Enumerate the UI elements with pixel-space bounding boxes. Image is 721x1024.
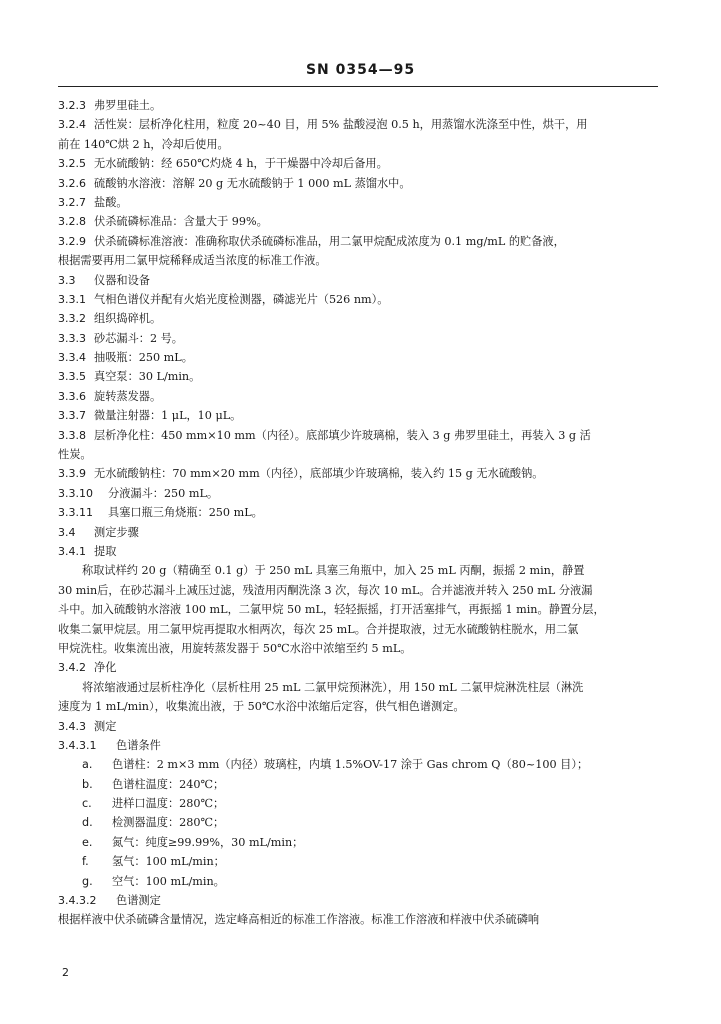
line-text: 活性炭：层析净化柱用，粒度 20~40 目，用 5% 盐酸浸泡 0.5 h，用蒸馏水洗涤至中性，烘干，用 — [94, 118, 588, 132]
text-line — [58, 309, 658, 328]
text-line — [58, 697, 658, 716]
text-line — [58, 348, 658, 367]
section-number: 3.2.3 — [58, 99, 86, 112]
line-text: 空气：100 mL/min。 — [112, 874, 225, 888]
text-line — [58, 154, 658, 173]
text-line — [58, 251, 658, 270]
text-line — [58, 775, 658, 794]
text-line — [58, 678, 658, 697]
line-text: 无水硫酸钠柱：70 mm×20 mm（内径），底部填少许玻璃棉，装入约 15 g 无水硫酸钠。 — [94, 467, 544, 481]
list-letter: d. — [82, 816, 93, 830]
text-line — [58, 503, 658, 522]
text-line — [58, 464, 658, 483]
header-rule — [58, 86, 658, 87]
line-text: 具塞口瓶三角烧瓶：250 mL。 — [108, 506, 263, 520]
text-line — [58, 600, 658, 619]
section-number: 3.3.3 — [58, 331, 86, 345]
line-text: 色谱柱温度：240℃； — [112, 777, 225, 791]
text-line — [58, 212, 658, 231]
text-line — [58, 193, 658, 212]
section-number: 3.3.8 — [58, 428, 86, 442]
section-number: 3.3.11 — [58, 506, 93, 520]
text-line — [58, 96, 658, 115]
line-text: 测定步骤 — [94, 525, 139, 539]
text-line — [58, 581, 658, 600]
line-text: 称取试样约 20 g（精确至 0.1 g）于 250 mL 具塞三角瓶中，加入 25 mL 丙酮，振摇 2 min，静置 — [82, 564, 585, 578]
text-line — [58, 174, 658, 193]
line-text: 氢气：100 mL/min； — [112, 855, 225, 869]
text-line — [58, 620, 658, 639]
text-line — [58, 367, 658, 386]
line-text: 性炭。 — [58, 448, 92, 462]
text-line — [58, 794, 658, 813]
section-number: 3.3.1 — [58, 292, 86, 306]
text-line — [58, 639, 658, 658]
page-number: 2 — [62, 966, 69, 979]
line-text: 色谱条件 — [116, 738, 161, 752]
line-text: 分液漏斗：250 mL。 — [108, 486, 219, 500]
text-line — [58, 872, 658, 891]
list-letter: c. — [82, 797, 92, 811]
text-line — [58, 290, 658, 309]
line-text: 根据样液中伏杀硫磷含量情况，选定峰高相近的标准工作溶液。标准工作溶液和样液中伏杀硫磷响 — [58, 913, 540, 927]
line-text: 根据需要再用二氯甲烷稀释成适当浓度的标准工作液。 — [58, 254, 327, 268]
text-line — [58, 755, 658, 774]
line-text: 弗罗里硅土。 — [94, 99, 162, 112]
line-text: 层析净化柱：450 mm×10 mm（内径）。底部填少许玻璃棉，装入 3 g 弗罗里硅土，再装入 3 g 活 — [94, 428, 591, 442]
section-number: 3.3 — [58, 273, 76, 287]
text-line — [58, 426, 658, 445]
section-number: 3.4.2 — [58, 661, 86, 675]
section-number: 3.3.6 — [58, 389, 86, 403]
line-text: 色谱测定 — [116, 894, 161, 908]
line-text: 组织捣碎机。 — [94, 312, 162, 326]
line-text: 仪器和设备 — [94, 273, 150, 287]
text-line — [58, 561, 658, 580]
text-line — [58, 891, 658, 910]
list-letter: f. — [82, 855, 89, 869]
line-text: 抽吸瓶：250 mL。 — [94, 351, 193, 365]
section-number: 3.2.6 — [58, 176, 86, 190]
section-number: 3.4.3 — [58, 719, 86, 733]
text-line — [58, 717, 658, 736]
text-line — [58, 813, 658, 832]
document-body — [58, 96, 658, 930]
line-text: 前在 140℃烘 2 h，冷却后使用。 — [58, 137, 229, 151]
line-text: 收集二氯甲烷层。用二氯甲烷再提取水相两次，每次 25 mL。合并提取液，过无水硫酸钠柱脱水，用二氯 — [58, 622, 579, 636]
line-text: 检测器温度：280℃； — [112, 816, 225, 830]
line-text: 伏杀硫磷标准溶液：准确称取伏杀硫磷标准品，用二氯甲烷配成浓度为 0.1 mg/mL 的贮备液， — [94, 234, 565, 248]
line-text: 速度为 1 mL/min），收集流出液，于 50℃水浴中浓缩后定容，供气相色谱测定。 — [58, 700, 465, 714]
section-number: 3.3.4 — [58, 351, 86, 365]
line-text: 净化 — [94, 661, 117, 675]
section-number: 3.4.3.1 — [58, 738, 97, 752]
line-text: 伏杀硫磷标准品：含量大于 99%。 — [94, 215, 268, 229]
text-line — [58, 135, 658, 154]
text-line — [58, 445, 658, 464]
text-line — [58, 484, 658, 503]
text-line — [58, 658, 658, 677]
line-text: 色谱柱：2 m×3 mm（内径）玻璃柱，内填 1.5%OV-17 涂于 Gas chrom Q（80~100 目）； — [112, 758, 589, 772]
section-number: 3.4.1 — [58, 544, 86, 558]
section-number: 3.2.7 — [58, 195, 86, 209]
line-text: 旋转蒸发器。 — [94, 389, 162, 403]
line-text: 盐酸。 — [94, 195, 128, 209]
line-text: 提取 — [94, 544, 117, 558]
line-text: 斗中。加入硫酸钠水溶液 100 mL，二氯甲烷 50 mL，轻轻振摇，打开活塞排气，再振摇 1 min。静置分层， — [58, 603, 605, 617]
text-line — [58, 387, 658, 406]
line-text: 30 min后，在砂芯漏斗上减压过滤，残渣用丙酮洗涤 3 次，每次 10 mL。合并滤液并转入 250 mL 分液漏 — [58, 583, 593, 597]
list-letter: e. — [82, 835, 93, 849]
text-line — [58, 910, 658, 929]
text-line — [58, 736, 658, 755]
section-number: 3.2.9 — [58, 234, 86, 248]
text-line — [58, 406, 658, 425]
section-number: 3.3.5 — [58, 370, 86, 384]
section-number: 3.2.5 — [58, 157, 86, 171]
list-letter: a. — [82, 758, 93, 772]
section-number: 3.4.3.2 — [58, 894, 97, 908]
text-line — [58, 542, 658, 561]
line-text: 进样口温度：280℃； — [112, 797, 225, 811]
line-text: 真空泵：30 L/min。 — [94, 370, 201, 384]
section-number: 3.3.9 — [58, 467, 86, 481]
text-line — [58, 271, 658, 290]
text-line — [58, 232, 658, 251]
text-line — [58, 329, 658, 348]
section-number: 3.2.4 — [58, 118, 86, 132]
line-text: 测定 — [94, 719, 117, 733]
text-line — [58, 523, 658, 542]
standard-code-header: SN 0354—95 — [305, 62, 416, 78]
line-text: 气相色谱仪并配有火焰光度检测器，磷滤光片（526 nm）。 — [94, 292, 389, 306]
section-number: 3.2.8 — [58, 215, 86, 229]
text-line — [58, 115, 658, 134]
line-text: 硫酸钠水溶液：溶解 20 g 无水硫酸钠于 1 000 mL 蒸馏水中。 — [94, 176, 411, 190]
line-text: 将浓缩液通过层析柱净化（层析柱用 25 mL 二氯甲烷预淋洗），用 150 mL 二氯甲烷淋洗柱层（淋洗 — [82, 680, 584, 694]
line-text: 无水硫酸钠：经 650℃灼烧 4 h，于干燥器中冷却后备用。 — [94, 157, 388, 171]
line-text: 甲烷洗柱。收集流出液，用旋转蒸发器于 50℃水浴中浓缩至约 5 mL。 — [58, 641, 412, 655]
section-number: 3.3.10 — [58, 486, 93, 500]
list-letter: g. — [82, 874, 93, 888]
line-text: 氮气：纯度≥99.99%，30 mL/min； — [112, 835, 304, 849]
section-number: 3.3.2 — [58, 312, 86, 326]
section-number: 3.4 — [58, 525, 76, 539]
line-text: 砂芯漏斗：2 号。 — [94, 331, 183, 345]
text-line — [58, 852, 658, 871]
line-text: 微量注射器：1 μL，10 μL。 — [94, 409, 242, 423]
section-number: 3.3.7 — [58, 409, 86, 423]
text-line — [58, 833, 658, 852]
list-letter: b. — [82, 777, 93, 791]
